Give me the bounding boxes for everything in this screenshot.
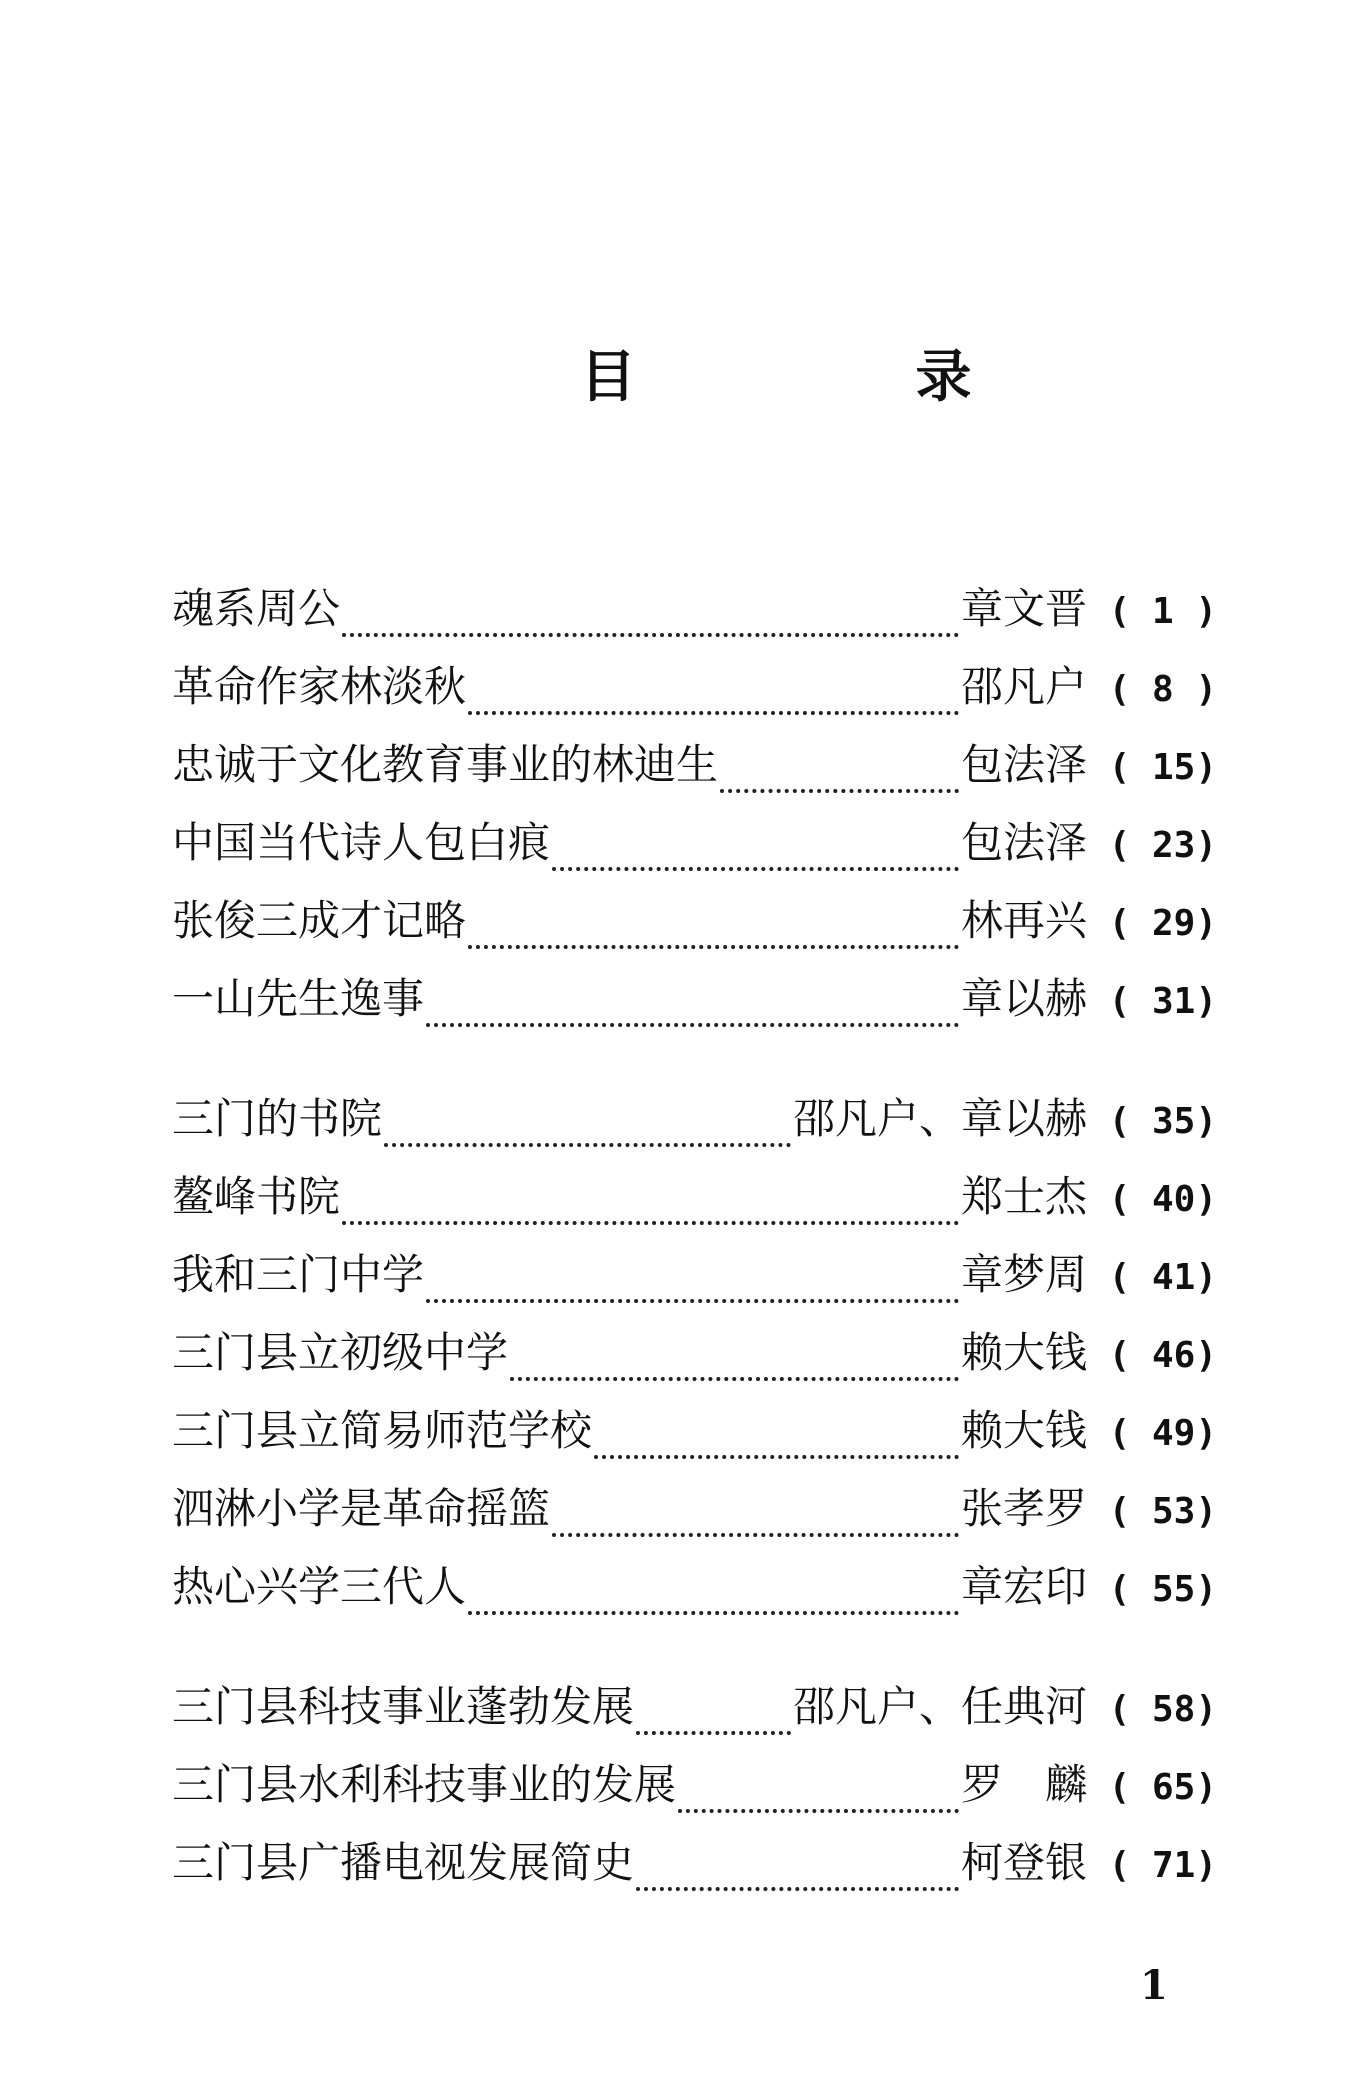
- dot-leader: [636, 1877, 959, 1897]
- entry-page: ( 49): [1108, 1413, 1217, 1454]
- toc-entry[interactable]: [172, 740, 1217, 822]
- toc-entry[interactable]: [172, 1484, 1217, 1566]
- entry-page: ( 8 ): [1108, 669, 1217, 710]
- toc-entry[interactable]: [172, 1328, 1217, 1410]
- entry-author: 柯登银: [960, 1838, 1087, 1887]
- toc-entries: [172, 584, 1217, 1920]
- entry-title: 革命作家林淡秋: [172, 662, 467, 711]
- entry-title: 一山先生逸事: [172, 974, 425, 1023]
- toc-entry[interactable]: [172, 1562, 1217, 1644]
- toc-entry[interactable]: [172, 896, 1217, 978]
- toc-entry[interactable]: [172, 818, 1217, 900]
- toc-entry[interactable]: [172, 1838, 1217, 1920]
- entry-author: 邵凡户、章以赫: [792, 1094, 1087, 1143]
- page-title: 目 录: [580, 345, 1102, 410]
- dot-leader: [384, 1133, 791, 1153]
- entry-author: 章文晋: [960, 584, 1087, 633]
- dot-leader: [468, 1601, 959, 1621]
- entry-title: 三门县立初级中学: [172, 1328, 509, 1377]
- entry-page: ( 55): [1108, 1569, 1217, 1610]
- toc-entry[interactable]: [172, 1406, 1217, 1488]
- entry-page: ( 71): [1108, 1845, 1217, 1886]
- entry-author: 罗 麟: [960, 1760, 1087, 1809]
- entry-page: ( 1 ): [1108, 591, 1217, 632]
- entry-title: 三门的书院: [172, 1094, 383, 1143]
- entry-author: 包法泽: [960, 740, 1087, 789]
- toc-entry[interactable]: [172, 1094, 1217, 1176]
- entry-author: 邵凡户: [960, 662, 1087, 711]
- entry-title: 三门县立简易师范学校: [172, 1406, 593, 1455]
- entry-author: 郑士杰: [960, 1172, 1087, 1221]
- entry-author: 张孝罗: [960, 1484, 1087, 1533]
- dot-leader: [594, 1445, 959, 1465]
- entry-author: 包法泽: [960, 818, 1087, 867]
- entry-author: 章梦周: [960, 1250, 1087, 1299]
- dot-leader: [720, 779, 959, 799]
- dot-leader: [552, 857, 959, 877]
- dot-leader: [636, 1721, 791, 1741]
- entry-page: ( 46): [1108, 1335, 1217, 1376]
- entry-page: ( 41): [1108, 1257, 1217, 1298]
- dot-leader: [468, 935, 959, 955]
- entry-title: 张俊三成才记略: [172, 896, 467, 945]
- toc-entry[interactable]: [172, 1682, 1217, 1764]
- dot-leader: [678, 1799, 959, 1819]
- page-number: 1: [1140, 1962, 1168, 2009]
- entry-page: ( 23): [1108, 825, 1217, 866]
- entry-title: 泗淋小学是革命摇篮: [172, 1484, 551, 1533]
- entry-author: 赖大钱: [960, 1328, 1087, 1377]
- dot-leader: [426, 1289, 959, 1309]
- entry-author: 赖大钱: [960, 1406, 1087, 1455]
- entry-page: ( 40): [1108, 1179, 1217, 1220]
- dot-leader: [342, 1211, 959, 1231]
- toc-entry[interactable]: [172, 584, 1217, 666]
- toc-entry[interactable]: [172, 1760, 1217, 1842]
- entry-page: ( 58): [1108, 1689, 1217, 1730]
- entry-title: 三门县广播电视发展简史: [172, 1838, 635, 1887]
- toc-entry[interactable]: [172, 1172, 1217, 1254]
- entry-page: ( 15): [1108, 747, 1217, 788]
- entry-page: ( 35): [1108, 1101, 1217, 1142]
- entry-title: 三门县科技事业蓬勃发展: [172, 1682, 635, 1731]
- dot-leader: [552, 1523, 959, 1543]
- dot-leader: [510, 1367, 959, 1387]
- entry-title: 中国当代诗人包白痕: [172, 818, 551, 867]
- entry-title: 三门县水利科技事业的发展: [172, 1760, 677, 1809]
- entry-page: ( 65): [1108, 1767, 1217, 1808]
- entry-page: ( 29): [1108, 903, 1217, 944]
- entry-author: 章以赫: [960, 974, 1087, 1023]
- toc-entry[interactable]: [172, 1250, 1217, 1332]
- toc-entry[interactable]: [172, 662, 1217, 744]
- entry-page: ( 31): [1108, 981, 1217, 1022]
- dot-leader: [468, 701, 959, 721]
- entry-title: 热心兴学三代人: [172, 1562, 467, 1611]
- dot-leader: [342, 623, 959, 643]
- entry-author: 章宏印: [960, 1562, 1087, 1611]
- toc-entry[interactable]: [172, 974, 1217, 1056]
- entry-page: ( 53): [1108, 1491, 1217, 1532]
- entry-title: 我和三门中学: [172, 1250, 425, 1299]
- entry-title: 魂系周公: [172, 584, 341, 633]
- entry-author: 邵凡户、任典河: [792, 1682, 1087, 1731]
- entry-title: 鳌峰书院: [172, 1172, 341, 1221]
- entry-author: 林再兴: [960, 896, 1087, 945]
- dot-leader: [426, 1013, 959, 1033]
- entry-title: 忠诚于文化教育事业的林迪生: [172, 740, 719, 789]
